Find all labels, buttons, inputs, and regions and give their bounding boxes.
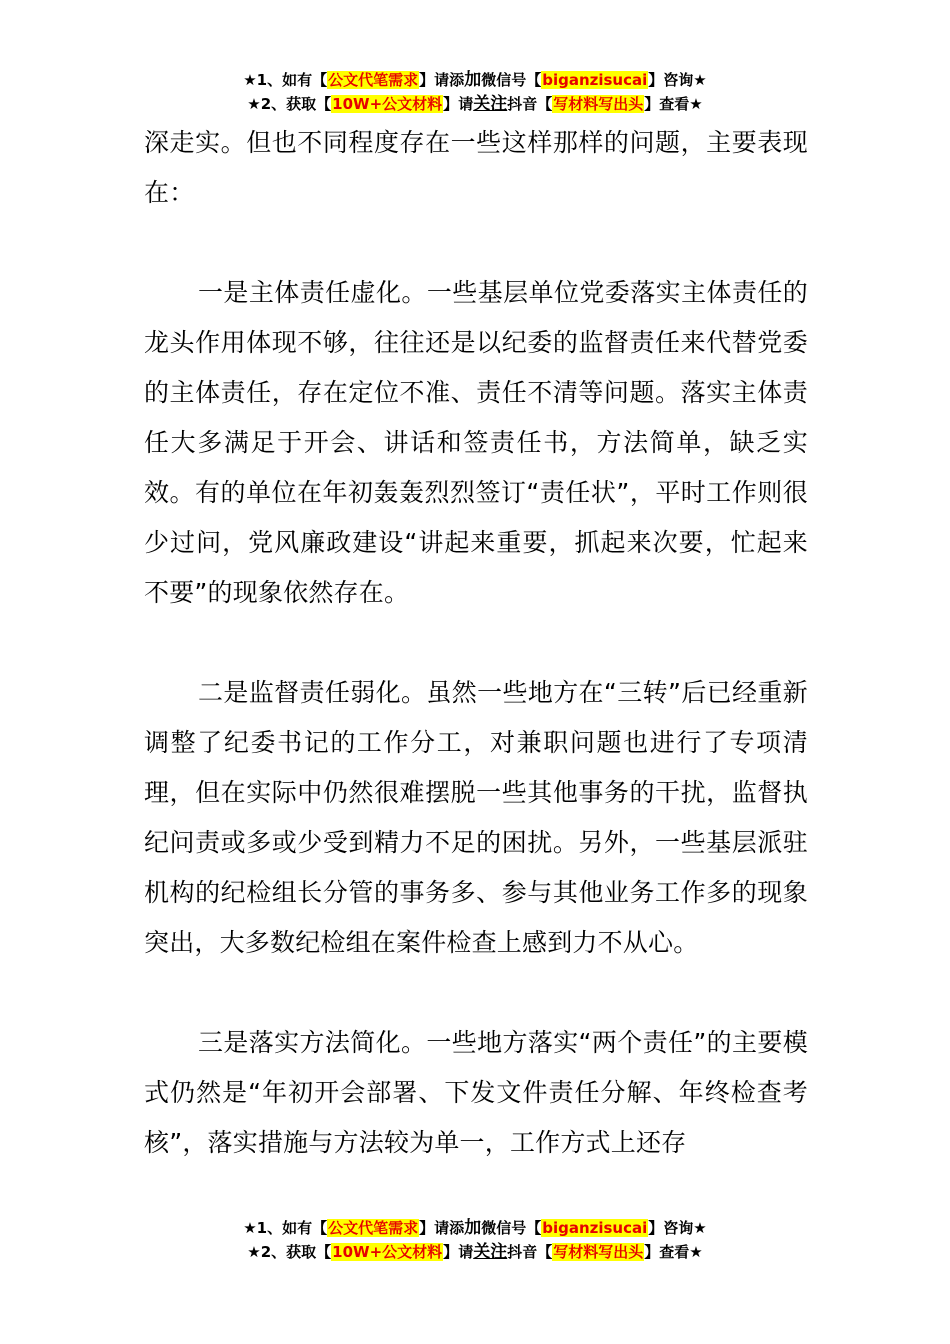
banner-line-2: [0, 92, 950, 116]
bracket: 】: [644, 1243, 660, 1261]
banner-text: 咨询★: [663, 1219, 707, 1237]
bracket: 【: [526, 1219, 542, 1237]
banner-line-1: [0, 1216, 950, 1240]
banner-text: 请添: [434, 1219, 465, 1237]
banner-text: 加: [464, 70, 482, 90]
bracket: 】: [443, 1243, 459, 1261]
header-banner: [0, 68, 950, 116]
banner-text: 咨询★: [663, 71, 707, 89]
bracket: 【: [537, 95, 553, 113]
paragraph-intro: 深走实。但也不同程度存在一些这样那样的问题，主要表现在：: [144, 128, 808, 207]
bracket: 【: [312, 1219, 328, 1237]
banner-text: 关注: [473, 94, 508, 114]
banner-text: ★1、如有: [243, 1219, 313, 1237]
banner-text: 请添: [434, 71, 465, 89]
paragraph-gap: [144, 968, 808, 1018]
paragraph-3: 三是落实方法简化。一些地方落实“两个责任”的主要模式仍然是“年初开会部署、下发文件责任分解、年终检查考核”，落实措施与方法较为单一，工作方式上还存: [144, 1028, 808, 1157]
bracket: 】: [648, 1219, 664, 1237]
banner-text: 查看★: [659, 95, 703, 113]
banner-text: 抖音: [507, 95, 538, 113]
document-body: [144, 118, 808, 1168]
banner-line-2: [0, 1240, 950, 1264]
banner-text: 请: [458, 1243, 474, 1261]
banner-text: ★2、获取: [247, 95, 317, 113]
banner-text: ★2、获取: [247, 1243, 317, 1261]
paragraph-2: 二是监督责任弱化。虽然一些地方在“三转”后已经重新调整了纪委书记的工作分工，对兼职问题也进行了专项清理，但在实际中仍然很难摆脱一些其他事务的干扰，监督执纪问责或多或少受到精力不足的困扰。另外，一些基层派驻机构的纪检组长分管的事务多、参与其他业务工作多的现象突出，大多数纪检组在案件检查上感到力不从心。: [144, 678, 808, 957]
highlight-wechat-id: biganzisucai: [542, 1219, 648, 1237]
bracket: 】: [419, 71, 435, 89]
highlight-materials: 10W+公文材料: [332, 1243, 443, 1261]
highlight-wechat-id: biganzisucai: [542, 71, 648, 89]
highlight-douyin: 写材料写出头: [553, 1243, 644, 1261]
banner-text: 抖音: [507, 1243, 538, 1261]
bracket: 【: [316, 1243, 332, 1261]
banner-text: 加: [464, 1218, 482, 1238]
banner-text: 微信号: [481, 71, 527, 89]
banner-text: 关注: [473, 1242, 508, 1262]
paragraph-gap: [144, 618, 808, 668]
highlight-ghostwriting: 公文代笔需求: [328, 1219, 419, 1237]
footer-banner: [0, 1216, 950, 1264]
highlight-ghostwriting: 公文代笔需求: [328, 71, 419, 89]
bracket: 【: [316, 95, 332, 113]
bracket: 】: [644, 95, 660, 113]
bracket: 】: [419, 1219, 435, 1237]
paragraph-gap: [144, 218, 808, 268]
bracket: 】: [443, 95, 459, 113]
banner-text: 查看★: [659, 1243, 703, 1261]
banner-line-1: [0, 68, 950, 92]
bracket: 【: [526, 71, 542, 89]
bracket: 】: [648, 71, 664, 89]
highlight-materials: 10W+公文材料: [332, 95, 443, 113]
highlight-douyin: 写材料写出头: [553, 95, 644, 113]
bracket: 【: [537, 1243, 553, 1261]
bracket: 【: [312, 71, 328, 89]
banner-text: 请: [458, 95, 474, 113]
banner-text: ★1、如有: [243, 71, 313, 89]
paragraph-1: 一是主体责任虚化。一些基层单位党委落实主体责任的龙头作用体现不够，往往还是以纪委的监督责任来代替党委的主体责任，存在定位不准、责任不清等问题。落实主体责任大多满足于开会、讲话和签责任书，方法简单，缺乏实效。有的单位在年初轰轰烈烈签订“责任状”，平时工作则很少过问，党风廉政建设“讲起来重要，抓起来次要，忙起来不要”的现象依然存在。: [144, 278, 808, 607]
banner-text: 微信号: [481, 1219, 527, 1237]
